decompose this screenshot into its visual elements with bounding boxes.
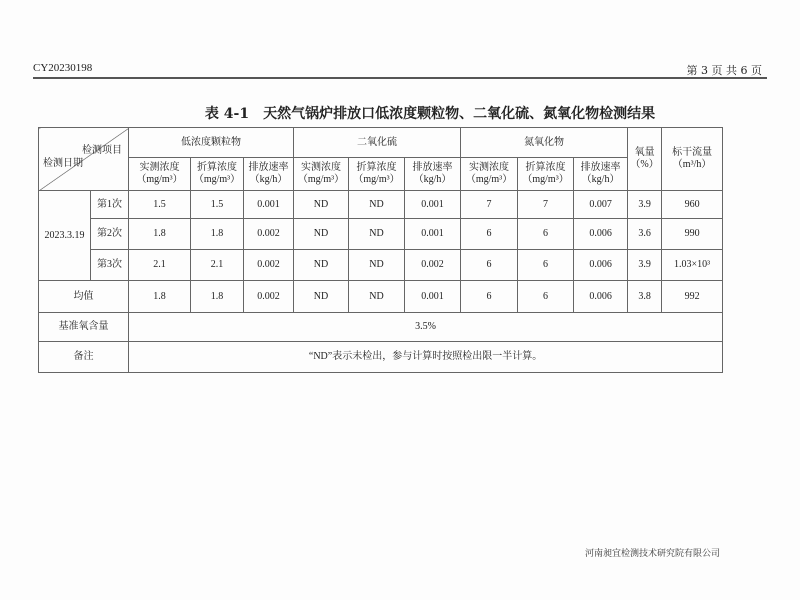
- value-cell: 6: [461, 281, 518, 313]
- table-title: 表 4-1 天然气锅炉排放口低浓度颗粒物、二氧化硫、氮氧化物检测结果: [204, 106, 656, 122]
- ref-oxygen-row: [39, 313, 723, 342]
- value-cell: 0.001: [244, 191, 294, 219]
- value-cell: 0.001: [405, 281, 461, 313]
- value-cell: ND: [349, 191, 405, 219]
- remark-row: [39, 342, 723, 373]
- value-cell: 6: [518, 219, 574, 250]
- value-cell: 1.8: [129, 281, 191, 313]
- value-cell: ND: [294, 281, 349, 313]
- run-label: 第2次: [91, 219, 129, 250]
- corner-cell: [39, 128, 129, 191]
- subcol-header: 实测浓度（mg/m³）: [461, 158, 518, 191]
- value-cell: 6: [518, 281, 574, 313]
- value-cell: 0.002: [244, 250, 294, 281]
- corner-bottom: 检测日期: [43, 158, 83, 169]
- value-cell: 3.9: [628, 191, 662, 219]
- group-header: 氮氧化物: [461, 128, 628, 158]
- table-row: [39, 250, 723, 281]
- ref-oxygen-value: 3.5%: [129, 313, 723, 342]
- flow-header: 标干流量（m³/h）: [662, 128, 723, 191]
- subcol-header: 折算浓度（mg/m³）: [191, 158, 244, 191]
- subcol-header: 折算浓度（mg/m³）: [349, 158, 405, 191]
- report-number: CY20230198: [33, 62, 93, 74]
- value-cell: 1.5: [191, 191, 244, 219]
- value-cell: ND: [294, 219, 349, 250]
- remark-value: “ND”表示未检出，参与计算时按照检出限一半计算。: [129, 342, 723, 373]
- subcol-header: 排放速率（kg/h）: [244, 158, 294, 191]
- value-cell: 6: [518, 250, 574, 281]
- corner-top: 检测项目: [82, 145, 122, 156]
- subcol-header: 实测浓度（mg/m³）: [129, 158, 191, 191]
- value-cell: 1.03×10³: [662, 250, 723, 281]
- subcol-header: 实测浓度（mg/m³）: [294, 158, 349, 191]
- value-cell: 2.1: [129, 250, 191, 281]
- value-cell: 1.8: [191, 281, 244, 313]
- header-rule: [33, 77, 767, 79]
- value-cell: 990: [662, 219, 723, 250]
- value-cell: 0.001: [405, 219, 461, 250]
- value-cell: ND: [294, 250, 349, 281]
- value-cell: 0.007: [574, 191, 628, 219]
- mean-label: 均值: [39, 281, 129, 313]
- run-label: 第3次: [91, 250, 129, 281]
- company-name: 河南昶宜检测技术研究院有限公司: [584, 549, 720, 559]
- value-cell: 960: [662, 191, 723, 219]
- run-label: 第1次: [91, 191, 129, 219]
- value-cell: 0.002: [405, 250, 461, 281]
- value-cell: ND: [349, 281, 405, 313]
- subcol-header: 排放速率（kg/h）: [405, 158, 461, 191]
- value-cell: 1.8: [129, 219, 191, 250]
- page-number: 第 3 页 共 6 页: [686, 64, 762, 77]
- value-cell: 3.6: [628, 219, 662, 250]
- value-cell: 2.1: [191, 250, 244, 281]
- value-cell: 1.5: [129, 191, 191, 219]
- subcol-header: 排放速率（kg/h）: [574, 158, 628, 191]
- value-cell: 0.002: [244, 219, 294, 250]
- date-cell: 2023.3.19: [39, 191, 91, 281]
- value-cell: 1.8: [191, 219, 244, 250]
- results-table: [38, 127, 723, 373]
- group-header: 二氧化硫: [294, 128, 461, 158]
- value-cell: 3.9: [628, 250, 662, 281]
- remark-label: 备注: [39, 342, 129, 373]
- value-cell: 992: [662, 281, 723, 313]
- oxygen-header: 氧量（%）: [628, 128, 662, 191]
- value-cell: 0.006: [574, 250, 628, 281]
- value-cell: 0.002: [244, 281, 294, 313]
- mean-row: [39, 281, 723, 313]
- group-header: 低浓度颗粒物: [129, 128, 294, 158]
- table-row: [39, 191, 723, 219]
- value-cell: ND: [349, 219, 405, 250]
- value-cell: 7: [518, 191, 574, 219]
- value-cell: 0.006: [574, 219, 628, 250]
- ref-oxygen-label: 基准氧含量: [39, 313, 129, 342]
- value-cell: 6: [461, 250, 518, 281]
- value-cell: 6: [461, 219, 518, 250]
- table-row: [39, 219, 723, 250]
- value-cell: ND: [349, 250, 405, 281]
- value-cell: 3.8: [628, 281, 662, 313]
- value-cell: 0.001: [405, 191, 461, 219]
- value-cell: 7: [461, 191, 518, 219]
- subcol-header: 折算浓度（mg/m³）: [518, 158, 574, 191]
- value-cell: ND: [294, 191, 349, 219]
- value-cell: 0.006: [574, 281, 628, 313]
